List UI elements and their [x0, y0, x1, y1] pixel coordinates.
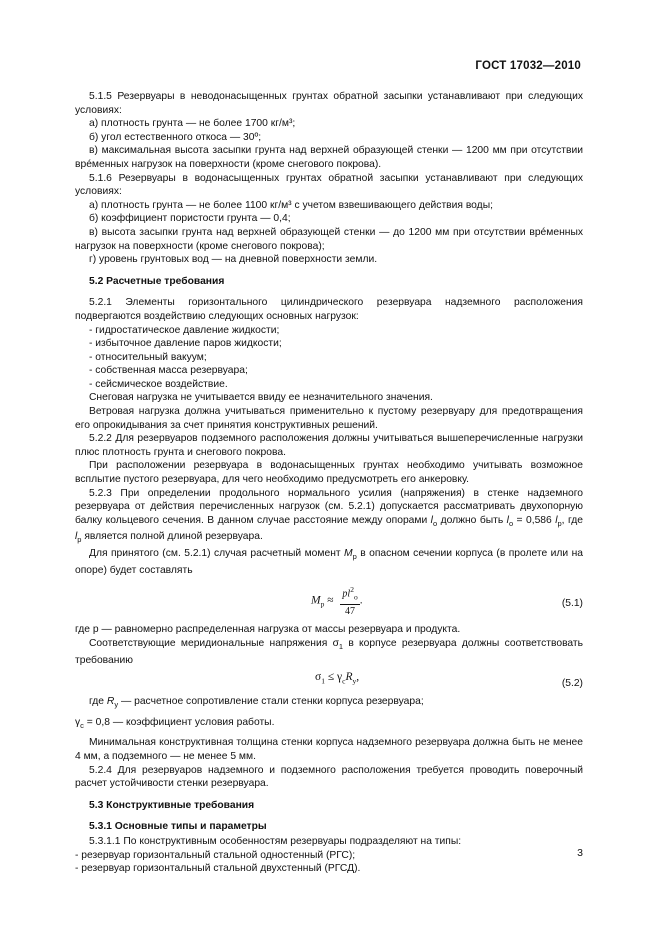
list-item: - резервуар горизонтальный стальной двухстенный (РГСД). [75, 863, 361, 875]
formula-expression [315, 671, 359, 688]
paragraph-gamma [75, 716, 583, 733]
paragraph: Минимальная конструктивная толщина стенки корпуса надземного резервуара должна быть не менее 4 мм, а подземного — не менее 5 мм. [75, 737, 583, 763]
symbol: l [430, 514, 433, 526]
text-run: где [89, 696, 107, 708]
paragraph: 5.3.1.1 По конструктивным особенностям резервуары подразделяют на типы: [89, 836, 462, 847]
document-body [75, 90, 583, 876]
symbol: σ [332, 637, 339, 649]
text-run: Соответствующие меридиональные напряжения [89, 637, 333, 649]
formula-5-2 [75, 667, 583, 695]
paragraph: 5.2.1 Элементы горизонтального цилиндрического резервуара надземного расположения подвергаются воздействию следующих основных нагрузок: [75, 297, 583, 322]
paragraph: 5.2.2 Для резервуаров подземного расположения должны учитываться вышеперечисленные нагрузки плюс плотность грунта и снегового покрова. [75, 433, 583, 458]
paragraph: а) плотность грунта — не более 1100 кг/м³ с учетом взвешивающего действия воды; [89, 199, 493, 211]
section-heading: 5.2 Расчетные требования [89, 275, 225, 287]
symbol-sub: c [342, 676, 346, 686]
formula-5-1 [75, 577, 583, 623]
operator: ≈ [324, 594, 337, 607]
list-item: - собственная масса резервуара; [89, 365, 248, 377]
paragraph-moment [75, 547, 583, 577]
text-run: = 0,586 [513, 514, 556, 526]
symbol-sub: р [320, 600, 325, 610]
symbol-sub: y [114, 700, 119, 710]
symbol-sub: р [557, 518, 562, 528]
list-item: - избыточное давление паров жидкости; [89, 338, 282, 350]
formula-number: (5.2) [561, 678, 583, 690]
formula-expression [311, 583, 363, 619]
symbol-sub: р [352, 552, 357, 562]
symbol: pl [342, 588, 351, 600]
list-item: - относительный вакуум; [89, 351, 207, 363]
symbol: R [106, 696, 115, 708]
text-run: 5.2.3 При определении продольного нормального усилия (напряжения) в стенке надземного резервуара от действия перечисленных нагрузок (см. 5.2.1) допускается рассматривать двухопорную балку кольцевого сечения. В данном случае расстояние между опорами [75, 487, 583, 526]
formula-number: (5.1) [561, 598, 583, 610]
symbol-sub: о [432, 518, 438, 528]
symbol-sub: о [353, 592, 358, 602]
fraction [340, 583, 359, 619]
document-header: ГОСТ 17032—2010 [475, 60, 581, 72]
fraction-denominator: 47 [345, 606, 356, 618]
text-run: — расчетное сопротивление стали стенки корпуса резервуара; [118, 696, 424, 708]
subsection-heading: 5.3.1 Основные типы и параметры [89, 821, 267, 833]
symbol-sub: о [508, 518, 514, 528]
symbol: l [555, 514, 558, 526]
paragraph: 5.1.5 Резервуары в неводонасыщенных грунтах обратной засыпки устанавливают при следующих условиях: [75, 91, 583, 116]
fraction-numerator [340, 583, 359, 605]
paragraph: г) уровень грунтовых вод — на дневной поверхности земли. [89, 254, 378, 266]
section-heading: 5.3 Конструктивные требования [89, 799, 255, 811]
symbol: l [506, 514, 509, 526]
paragraph: При расположении резервуара в водонасыщенных грунтах необходимо учитывать возможное всплытие пустого резервуара, для чего необходимо предусмотреть его анкеровку. [75, 460, 583, 486]
list-item: - резервуар горизонтальный стальной одностенный (РГС); [75, 849, 356, 861]
paragraph-ry [75, 695, 583, 712]
symbol: σ [315, 671, 322, 684]
paragraph: б) угол естественного откоса — 30º; [89, 131, 262, 143]
symbol: M [344, 548, 353, 560]
list-item: - гидростатическое давление жидкости; [89, 324, 280, 336]
text-run: должно быть [437, 514, 507, 526]
symbol-sub: y [352, 676, 357, 686]
symbol-sub: р [77, 535, 82, 545]
symbol-sub: 1 [338, 641, 344, 651]
symbol: l [75, 531, 78, 543]
text-run: в корпусе резервуара должны соответствовать требованию [75, 637, 584, 666]
text-run: Для принятого (см. 5.2.1) случая расчетный момент [89, 548, 345, 560]
symbol-sub: 1 [321, 676, 325, 686]
paragraph: Снеговая нагрузка не учитывается ввиду ее незначительного значения. [89, 392, 433, 404]
text-run: является полной длиной резервуара. [81, 531, 263, 543]
symbol-sup: 2 [350, 585, 354, 595]
paragraph: 5.1.6 Резервуары в водонасыщенных грунтах обратной засыпки устанавливают при следующих условиях: [75, 172, 583, 198]
paragraph: в) высота засыпки грунта над верхней образующей стенки — до 1200 мм при отсутствии врéменных нагрузок на поверхности (кроме снегового покрова); [75, 226, 583, 252]
paragraph: где p — равномерно распределенная нагрузка от массы резервуара и продукта. [75, 624, 461, 636]
text-run: в опасном сечении корпуса (в пролете или на опоре) будет составлять [75, 548, 584, 576]
paragraph: а) плотность грунта — не более 1700 кг/м³; [89, 118, 296, 130]
paragraph: в) максимальная высота засыпки грунта над верхней образующей стенки — 1200 мм при отсутствии врéменных нагрузок на поверхности (кроме снегового покрова). [75, 145, 583, 170]
symbol: γ [75, 716, 81, 728]
text-run: = 0,8 — коэффициент условия работы. [83, 716, 275, 728]
paragraph: Ветровая нагрузка должна учитываться применительно к пустому резервуару для предотвращения его опрокидывания за счет принятия конструктивных решений. [75, 406, 583, 431]
paragraph: б) коэффициент пористости грунта — 0,4; [89, 213, 291, 225]
text-run: , где [561, 514, 583, 526]
symbol-sub: c [80, 720, 84, 730]
punctuation: , [356, 671, 360, 684]
punctuation: . [359, 594, 363, 607]
paragraph-5-2-3 [75, 487, 583, 547]
paragraph: 5.2.4 Для резервуаров надземного и подземного расположения требуется проводить поверочный расчет устойчивости стенки резервуара. [75, 764, 583, 790]
operator: ≤ γ [324, 671, 343, 684]
symbol: M [311, 594, 321, 607]
page-number: 3 [577, 847, 583, 859]
list-item: - сейсмическое воздействие. [89, 378, 228, 390]
paragraph-stress [75, 637, 583, 667]
symbol: R [345, 671, 353, 684]
